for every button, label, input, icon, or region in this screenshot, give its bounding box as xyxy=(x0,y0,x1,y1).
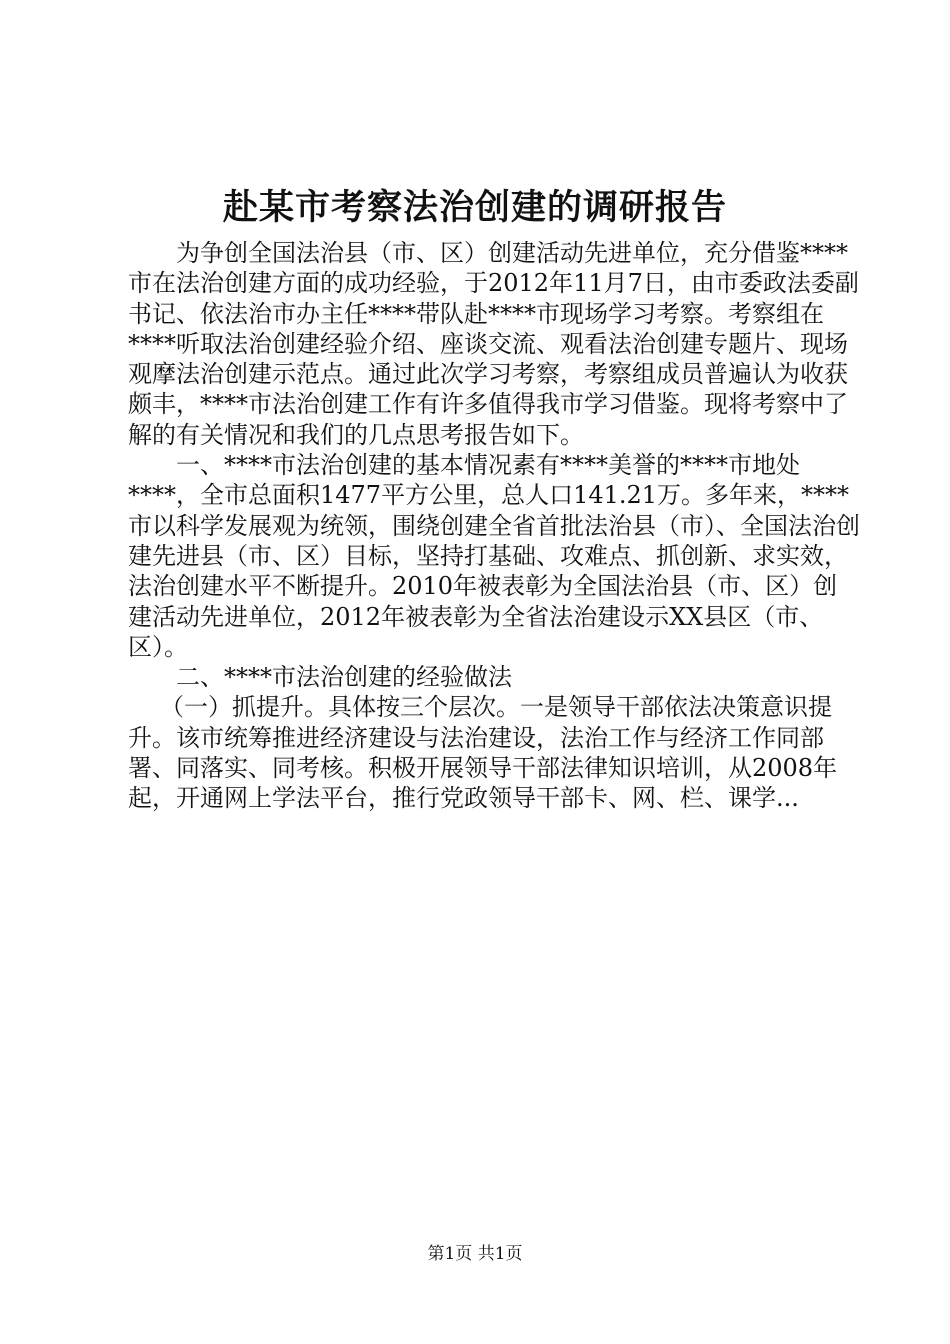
paragraph-section-2-heading: 二、****市法治创建的经验做法 xyxy=(176,663,512,692)
paragraph-intro: 为争创全国法治县（市、区）创建活动先进单位，充分借鉴****市在法治创建方面的成功经验，于2012年11月7日，由市委政法委副书记、依法治市办主任****带队赴****市现场学习考察。考察组在****听取法治创建经验介绍、座谈交流、观看法治创建专题片、现场观摩法治创建示范点。通过此次学习考察，考察组成员普遍认为收获颇丰，****市法治创建工作有许多值得我市学习借鉴。现将考察中了解的有关情况和我们的几点思考报告如下。 xyxy=(128,239,859,449)
page-footer: 第1页 共1页 xyxy=(427,1244,523,1264)
paragraph-section-1: 一、****市法治创建的基本情况素有****美誉的****市地处****，全市总面积1477平方公里，总人口141.21万。多年来，****市以科学发展观为统领，围绕创建全省首批法治县（市）、全国法治创建先进县（市、区）目标，坚持打基础、攻难点、抓创新、求实效，法治创建水平不断提升。2010年被表彰为全国法治县（市、区）创建活动先进单位，2012年被表彰为全省法治建设示XX县区（市、区）。 xyxy=(128,451,860,661)
paragraph-subsection-1: （一）抓提升。具体按三个层次。一是领导干部依法决策意识提升。该市统筹推进经济建设与法治建设，法治工作与经济工作同部署、同落实、同考核。积极开展领导干部法律知识培训，从2008年起，开通网上学法平台，推行党政领导干部卡、网、栏、课学... xyxy=(128,693,838,813)
document-body xyxy=(128,238,860,814)
document-title: 赴某市考察法治创建的调研报告 xyxy=(222,187,727,228)
